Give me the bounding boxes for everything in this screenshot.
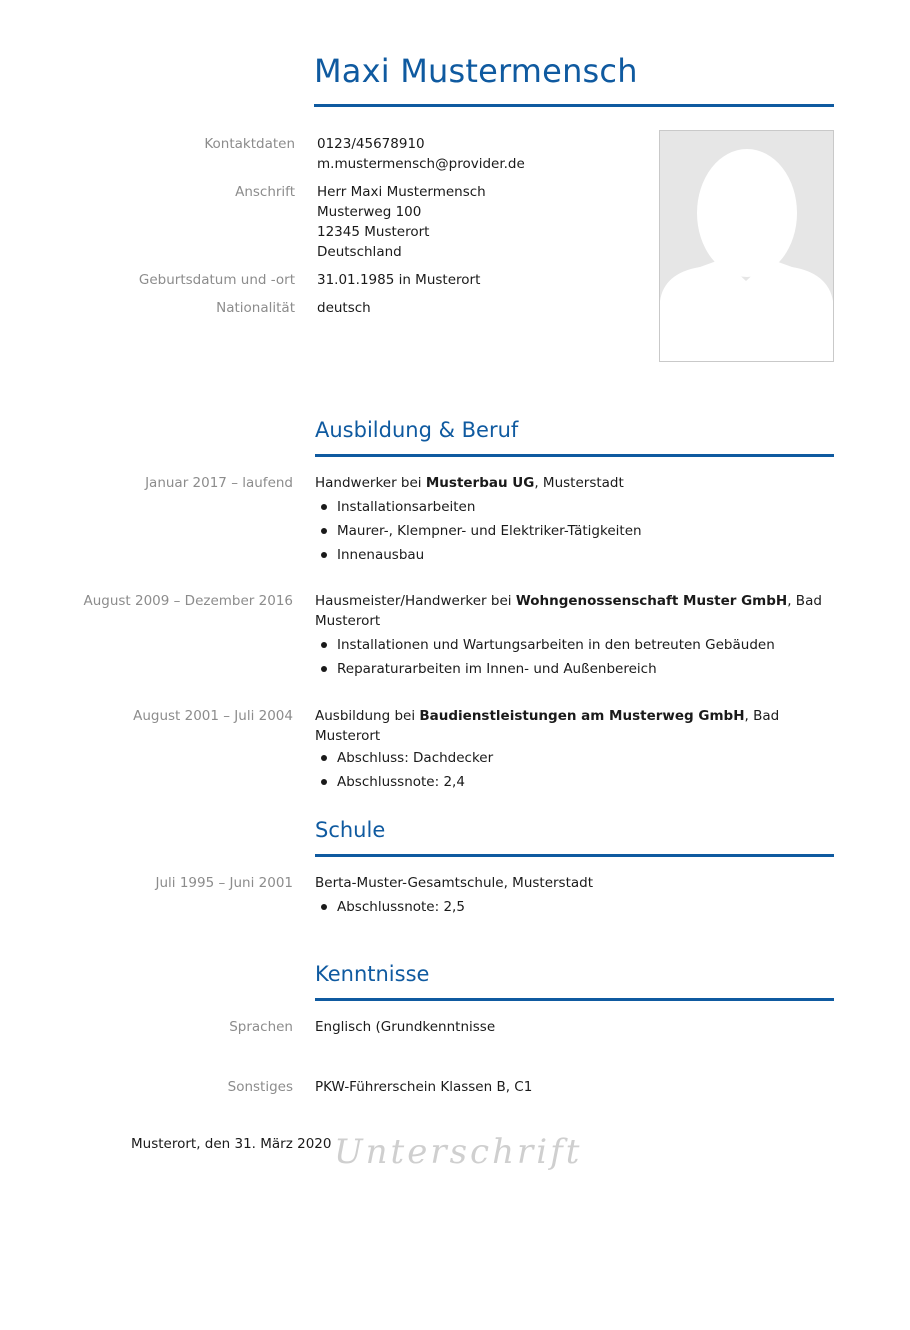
person-silhouette-icon (660, 131, 833, 361)
list-item: Reparaturarbeiten im Innen- und Außenbereich (315, 659, 835, 679)
nationality-value: deutsch (317, 300, 371, 316)
section-heading-school: Schule (315, 818, 386, 842)
section-underline (315, 454, 834, 457)
entry-bullets (315, 497, 835, 565)
entry-period: August 2001 – Juli 2004 (133, 708, 293, 724)
entry-period: Juli 1995 – Juni 2001 (155, 875, 293, 891)
list-item: Abschlussnote: 2,4 (315, 772, 835, 792)
email-value: m.mustermensch@provider.de (317, 156, 525, 172)
address-line: Deutschland (317, 244, 402, 260)
entry-title: Ausbildung bei Baudienstleistungen am Musterweg GmbH, Bad Musterort (315, 708, 780, 744)
list-item: Innenausbau (315, 545, 835, 565)
other-label: Sonstiges (227, 1079, 293, 1095)
entry-bullets (315, 748, 835, 792)
birth-value: 31.01.1985 in Musterort (317, 272, 481, 288)
address-line: 12345 Musterort (317, 224, 430, 240)
section-underline (315, 998, 834, 1001)
list-item: Abschlussnote: 2,5 (315, 897, 835, 917)
address-line: Musterweg 100 (317, 204, 422, 220)
cv-name: Maxi Mustermensch (314, 52, 638, 90)
languages-value: Englisch (Grundkenntnisse (315, 1019, 496, 1035)
career-entry (315, 473, 835, 569)
birth-label: Geburtsdatum und -ort (138, 272, 295, 288)
languages-label: Sprachen (229, 1019, 293, 1035)
contact-label: Kontaktdaten (204, 136, 295, 152)
entry-bullets (315, 897, 835, 917)
entry-period: Januar 2017 – laufend (145, 475, 293, 491)
section-underline (315, 854, 834, 857)
signature: Unterschrift (334, 1132, 583, 1172)
employer-name: Baudienstleistungen am Musterweg GmbH (419, 708, 745, 724)
list-item: Installationen und Wartungsarbeiten in den betreuten Gebäuden (315, 635, 835, 655)
entry-title: Handwerker bei Musterbau UG, Musterstadt (315, 475, 624, 491)
employer-name: Wohngenossenschaft Muster GmbH (515, 593, 788, 609)
section-heading-skills: Kenntnisse (315, 962, 430, 986)
name-underline (314, 104, 834, 107)
list-item: Maurer-, Klempner- und Elektriker-Tätigkeiten (315, 521, 835, 541)
list-item: Installationsarbeiten (315, 497, 835, 517)
address-label: Anschrift (235, 184, 295, 200)
list-item: Abschluss: Dachdecker (315, 748, 835, 768)
nationality-label: Nationalität (216, 300, 295, 316)
signature-place-date: Musterort, den 31. März 2020 (131, 1136, 332, 1152)
employer-name: Musterbau UG (425, 475, 535, 491)
address-line: Herr Maxi Mustermensch (317, 184, 486, 200)
school-entry (315, 873, 835, 921)
phone-value: 0123/45678910 (317, 136, 425, 152)
career-entry (315, 706, 835, 796)
entry-period: August 2009 – Dezember 2016 (83, 593, 293, 609)
profile-photo-placeholder (659, 130, 834, 362)
entry-title: Hausmeister/Handwerker bei Wohngenossenschaft Muster GmbH, Bad (315, 593, 822, 609)
entry-bullets (315, 635, 835, 679)
career-entry (315, 591, 835, 683)
entry-title-continued: Musterort (315, 613, 381, 629)
section-heading-education-career: Ausbildung & Beruf (315, 418, 519, 442)
other-value: PKW-Führerschein Klassen B, C1 (315, 1079, 533, 1095)
entry-title: Berta-Muster-Gesamtschule, Musterstadt (315, 875, 594, 891)
